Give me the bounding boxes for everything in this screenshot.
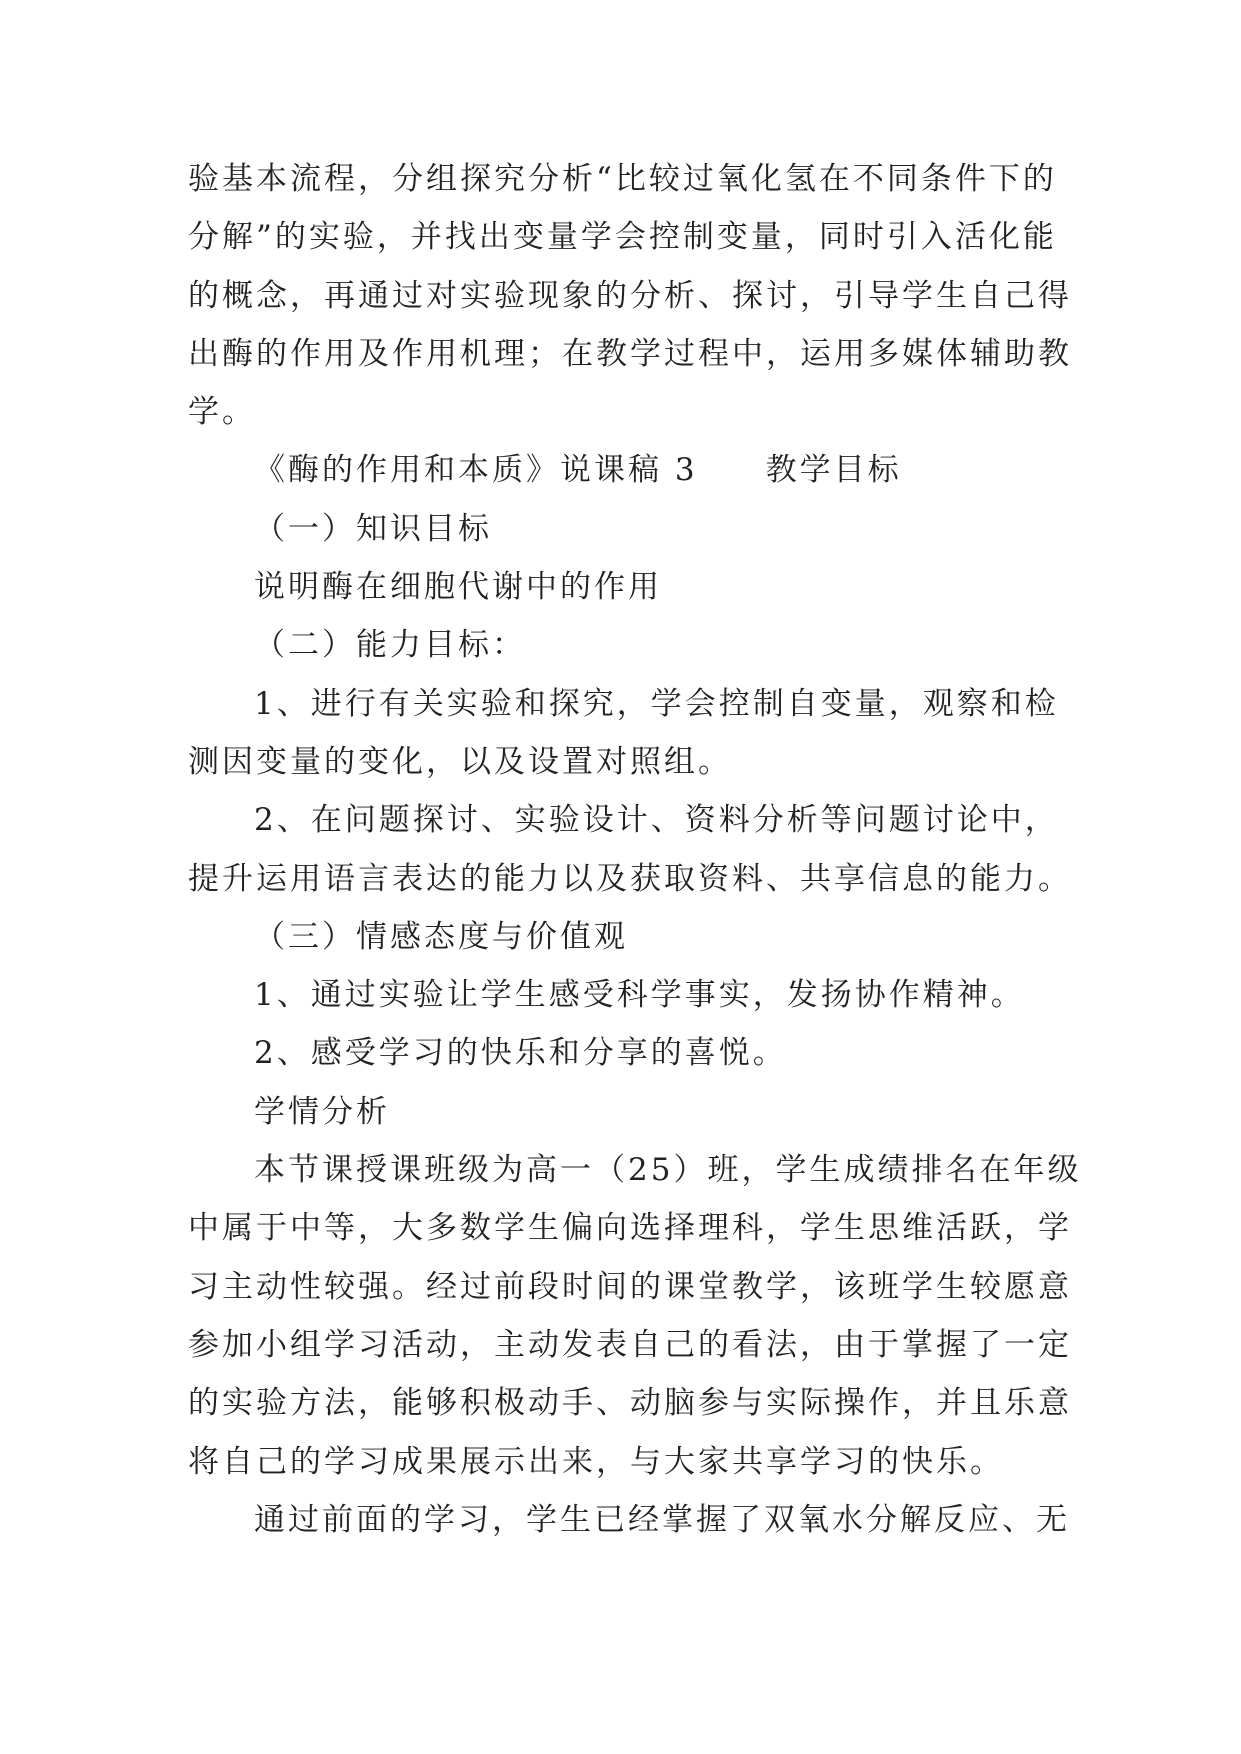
- text-line: 将自己的学习成果展示出来，与大家共享学习的快乐。: [188, 1443, 1004, 1480]
- subsection-heading: （一）知识目标: [254, 510, 492, 547]
- document-body: [188, 150, 1088, 1549]
- text-line: 习主动性较强。经过前段时间的课堂教学，该班学生较愿意: [188, 1268, 1072, 1305]
- text-line: 本节课授课班级为高一（25）班，学生成绩排名在年级: [254, 1152, 1082, 1189]
- text-line: 提升运用语言表达的能力以及获取资料、共享信息的能力。: [188, 860, 1072, 897]
- text-line: 通过前面的学习，学生已经掌握了双氧水分解反应、无: [254, 1501, 1070, 1538]
- section-heading: 学情分析: [254, 1093, 390, 1130]
- section-heading: 《酶的作用和本质》说课稿 3 教学目标: [254, 452, 902, 489]
- subsection-heading: （三）情感态度与价值观: [254, 918, 628, 955]
- text-line: 学。: [188, 394, 256, 431]
- text-line: 中属于中等，大多数学生偏向选择理科，学生思维活跃，学: [188, 1210, 1072, 1247]
- text-line: 测因变量的变化，以及设置对照组。: [188, 743, 732, 780]
- text-line: 的概念，再通过对实验现象的分析、探讨，引导学生自己得: [188, 277, 1072, 314]
- text-line: 1、通过实验让学生感受科学事实，发扬协作精神。: [254, 977, 1025, 1014]
- text-line: 1、进行有关实验和探究，学会控制自变量，观察和检: [254, 685, 1059, 722]
- text-line: 说明酶在细胞代谢中的作用: [254, 569, 662, 606]
- subsection-heading: （二）能力目标：: [254, 627, 526, 664]
- text-line: 参加小组学习活动，主动发表自己的看法，由于掌握了一定: [188, 1326, 1072, 1363]
- text-line: 2、感受学习的快乐和分享的喜悦。: [254, 1035, 787, 1072]
- text-line: 分解”的实验，并找出变量学会控制变量，同时引入活化能: [188, 219, 1057, 256]
- text-line: 验基本流程，分组探究分析“比较过氧化氢在不同条件下的: [188, 161, 1057, 197]
- text-line: 出酶的作用及作用机理；在教学过程中，运用多媒体辅助教: [188, 335, 1072, 372]
- text-line: 的实验方法，能够积极动手、动脑参与实际操作，并且乐意: [188, 1385, 1072, 1422]
- text-line: 2、在问题探讨、实验设计、资料分析等问题讨论中，: [254, 802, 1059, 839]
